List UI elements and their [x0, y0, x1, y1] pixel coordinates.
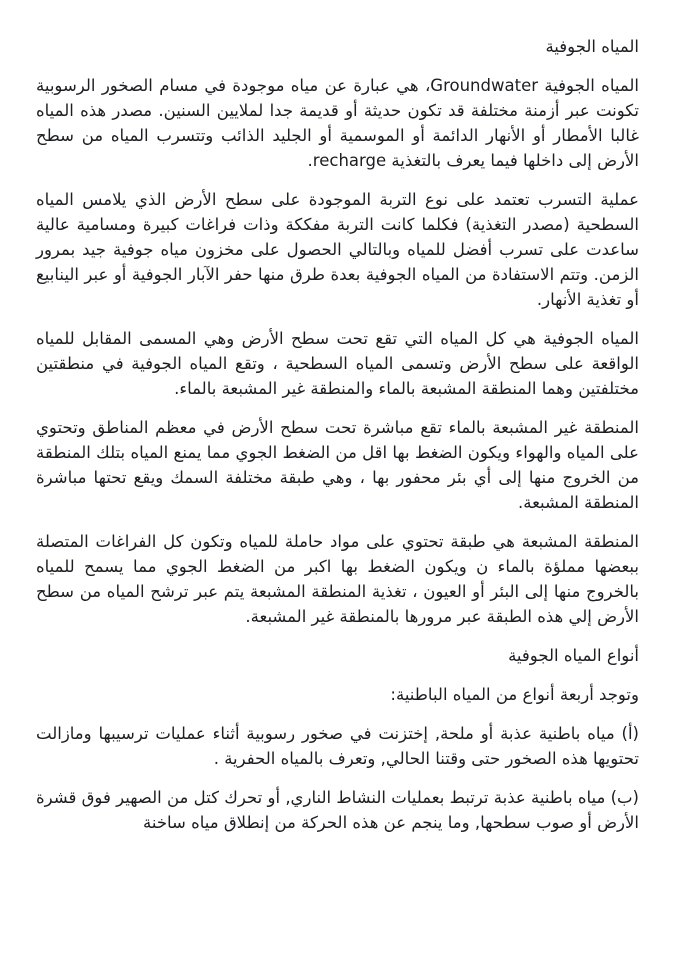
- types-intro: وتوجد أربعة أنواع من المياه الباطنية:: [390, 685, 639, 704]
- paragraph-saturated-zone: المنطقة المشبعة هي طبقة تحتوي على مواد حاملة للمياه وتكون كل الفراغات المتصلة ببعضها مملؤة بالماء ن ويكون الضغط بها اكبر من الضغط الجوي مما يسمح للمياه بالخروج منها إلى البئر أو العيون ، تغذية المنطقة المشبعة يتم عبر ترشح المياه من سطح الأرض إلي هذه الطبقة عبر مرورها بالمنطقة غير المشبعة.: [36, 532, 639, 626]
- paragraph-definition: المياه الجوفية هي كل المياه التي تقع تحت سطح الأرض وهي المسمى المقابل للمياه الواقعة على سطح الأرض وتسمى المياه السطحية ، وتقع المياه الجوفية في منطقتين مختلفتين وهما المنطقة المشبعة بالماء والمنطقة غير المشبعة بالماء.: [36, 329, 639, 398]
- paragraph-intro-part2: ، هي عبارة عن مياه موجودة في مسام الصخور الرسوبية تكونت عبر أزمنة مختلفة قد تكون حديثة أو قديمة جدا لملايين السنين. مصدر هذه المياه غالبا الأمطار أو الأنهار الدائمة أو الموسمية أو الجليد الذائب وتتسرب المياه من سطح الأرض إلى داخلها فيما يعرف بالتغذية: [36, 76, 639, 170]
- paragraph-intro: [36, 73, 639, 173]
- document-title: المياه الجوفية: [545, 37, 639, 56]
- paragraph-infiltration: عملية التسرب تعتمد على نوع التربة الموجودة على سطح الأرض الذي يلامس المياه السطحية (مصدر التغذية) فكلما كانت التربة مفككة وذات فراغات كبيرة ومسامية عالية ساعدت على تسرب أفضل للمياه وبالتالي الحصول على مخزون مياه جوفية جيد بمرور الزمن. وتتم الاستفادة من المياه الجوفية بعدة طرق منها حفر الآبار الجوفية أو عبر الينابيع أو تغذية الأنهار.: [36, 190, 639, 309]
- paragraph-unsaturated-zone: المنطقة غير المشبعة بالماء تقع مباشرة تحت سطح الأرض في معظم المناطق وتحتوي على المياه والهواء ويكون الضغط بها اقل من الضغط الجوي مما يمنع المياه بتلك المنطقة من الخروج منها إلى أي بئر محفور بها ، وهي طبقة مختلفة السمك ويقع تحتها مباشرة المنطقة المشبعة.: [36, 418, 639, 512]
- term-groundwater: Groundwater: [430, 76, 538, 95]
- term-recharge: recharge: [312, 151, 387, 170]
- type-item-b: (ب) مياه باطنية عذبة ترتبط بعمليات النشاط الناري, أو تحرك كتل من الصهير فوق قشرة الأرض أو صوب سطحها, وما ينجم عن هذه الحركة من إنطلاق مياه ساخنة: [36, 788, 639, 832]
- paragraph-intro-part1: المياه الجوفية: [538, 76, 639, 95]
- type-item-a: (أ) مياه باطنية عذبة أو ملحة, إختزنت في صخور رسوبية أثناء عمليات ترسيبها ومازالت تحتويها هذه الصخور حتى وقتنا الحالي, وتعرف بالمياه الحفرية .: [36, 724, 639, 768]
- paragraph-intro-end: .: [307, 151, 313, 170]
- types-heading: أنواع المياه الجوفية: [508, 646, 639, 665]
